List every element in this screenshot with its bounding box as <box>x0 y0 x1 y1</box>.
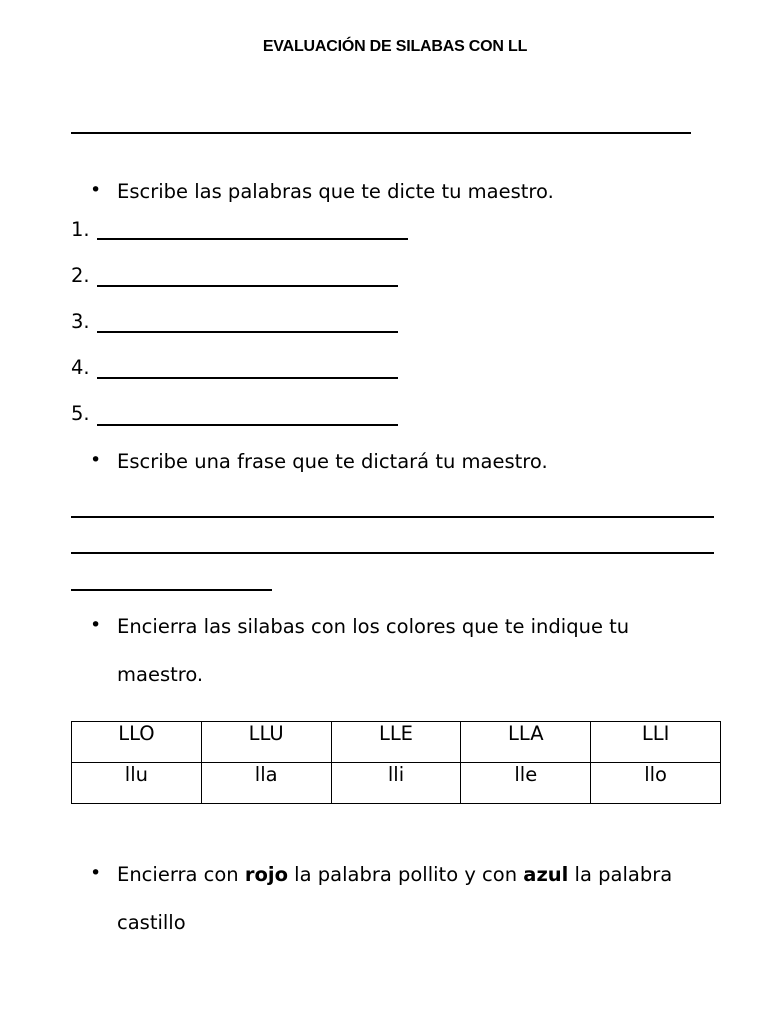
instruction-text: la palabra pollito y con <box>287 863 524 886</box>
syllable-cell[interactable]: llu <box>72 763 202 804</box>
table-row <box>72 763 721 804</box>
instruction-dictated-sentence: Escribe una frase que te dictará tu maestro. <box>117 450 548 473</box>
answer-number-3: 3. <box>71 310 90 333</box>
answer-line-1[interactable] <box>97 238 408 240</box>
answer-number-2: 2. <box>71 264 90 287</box>
sentence-line-2[interactable] <box>71 552 714 554</box>
bullet-icon: • <box>90 614 102 636</box>
syllable-cell[interactable]: lla <box>201 763 331 804</box>
page-title: EVALUACIÓN DE SILABAS CON LL <box>262 38 528 55</box>
sentence-line-1[interactable] <box>71 516 714 518</box>
answer-line-4[interactable] <box>97 377 398 379</box>
color-word-blue: azul <box>523 863 569 886</box>
instruction-text: Encierra con <box>117 863 245 886</box>
answer-number-1: 1. <box>71 218 90 241</box>
instruction-circle-words-line2: castillo <box>117 911 186 934</box>
syllable-cell[interactable]: lli <box>331 763 461 804</box>
instruction-circle-syllables-line2: maestro. <box>117 663 204 686</box>
instruction-circle-syllables-line1: Encierra las silabas con los colores que te indique tu <box>117 615 630 638</box>
answer-number-5: 5. <box>71 402 90 425</box>
instruction-circle-words-line1 <box>117 865 672 885</box>
syllable-cell[interactable]: LLI <box>591 722 721 763</box>
instruction-text: la palabra <box>568 863 673 886</box>
syllable-cell[interactable]: lle <box>461 763 591 804</box>
table-row <box>72 722 721 763</box>
bullet-icon: • <box>90 449 102 471</box>
sentence-line-3[interactable] <box>71 589 272 591</box>
syllable-table <box>71 721 721 804</box>
answer-line-3[interactable] <box>97 331 398 333</box>
syllable-cell[interactable]: LLU <box>201 722 331 763</box>
instruction-dictated-words: Escribe las palabras que te dicte tu maestro. <box>117 180 554 203</box>
bullet-icon: • <box>90 179 102 201</box>
answer-line-5[interactable] <box>97 424 398 426</box>
answer-line-2[interactable] <box>97 285 398 287</box>
color-word-red: rojo <box>244 863 288 886</box>
answer-number-4: 4. <box>71 356 90 379</box>
syllable-cell[interactable]: LLO <box>72 722 202 763</box>
name-line[interactable] <box>71 132 691 134</box>
syllable-cell[interactable]: LLE <box>331 722 461 763</box>
bullet-icon: • <box>90 862 102 884</box>
syllable-cell[interactable]: LLA <box>461 722 591 763</box>
syllable-cell[interactable]: llo <box>591 763 721 804</box>
